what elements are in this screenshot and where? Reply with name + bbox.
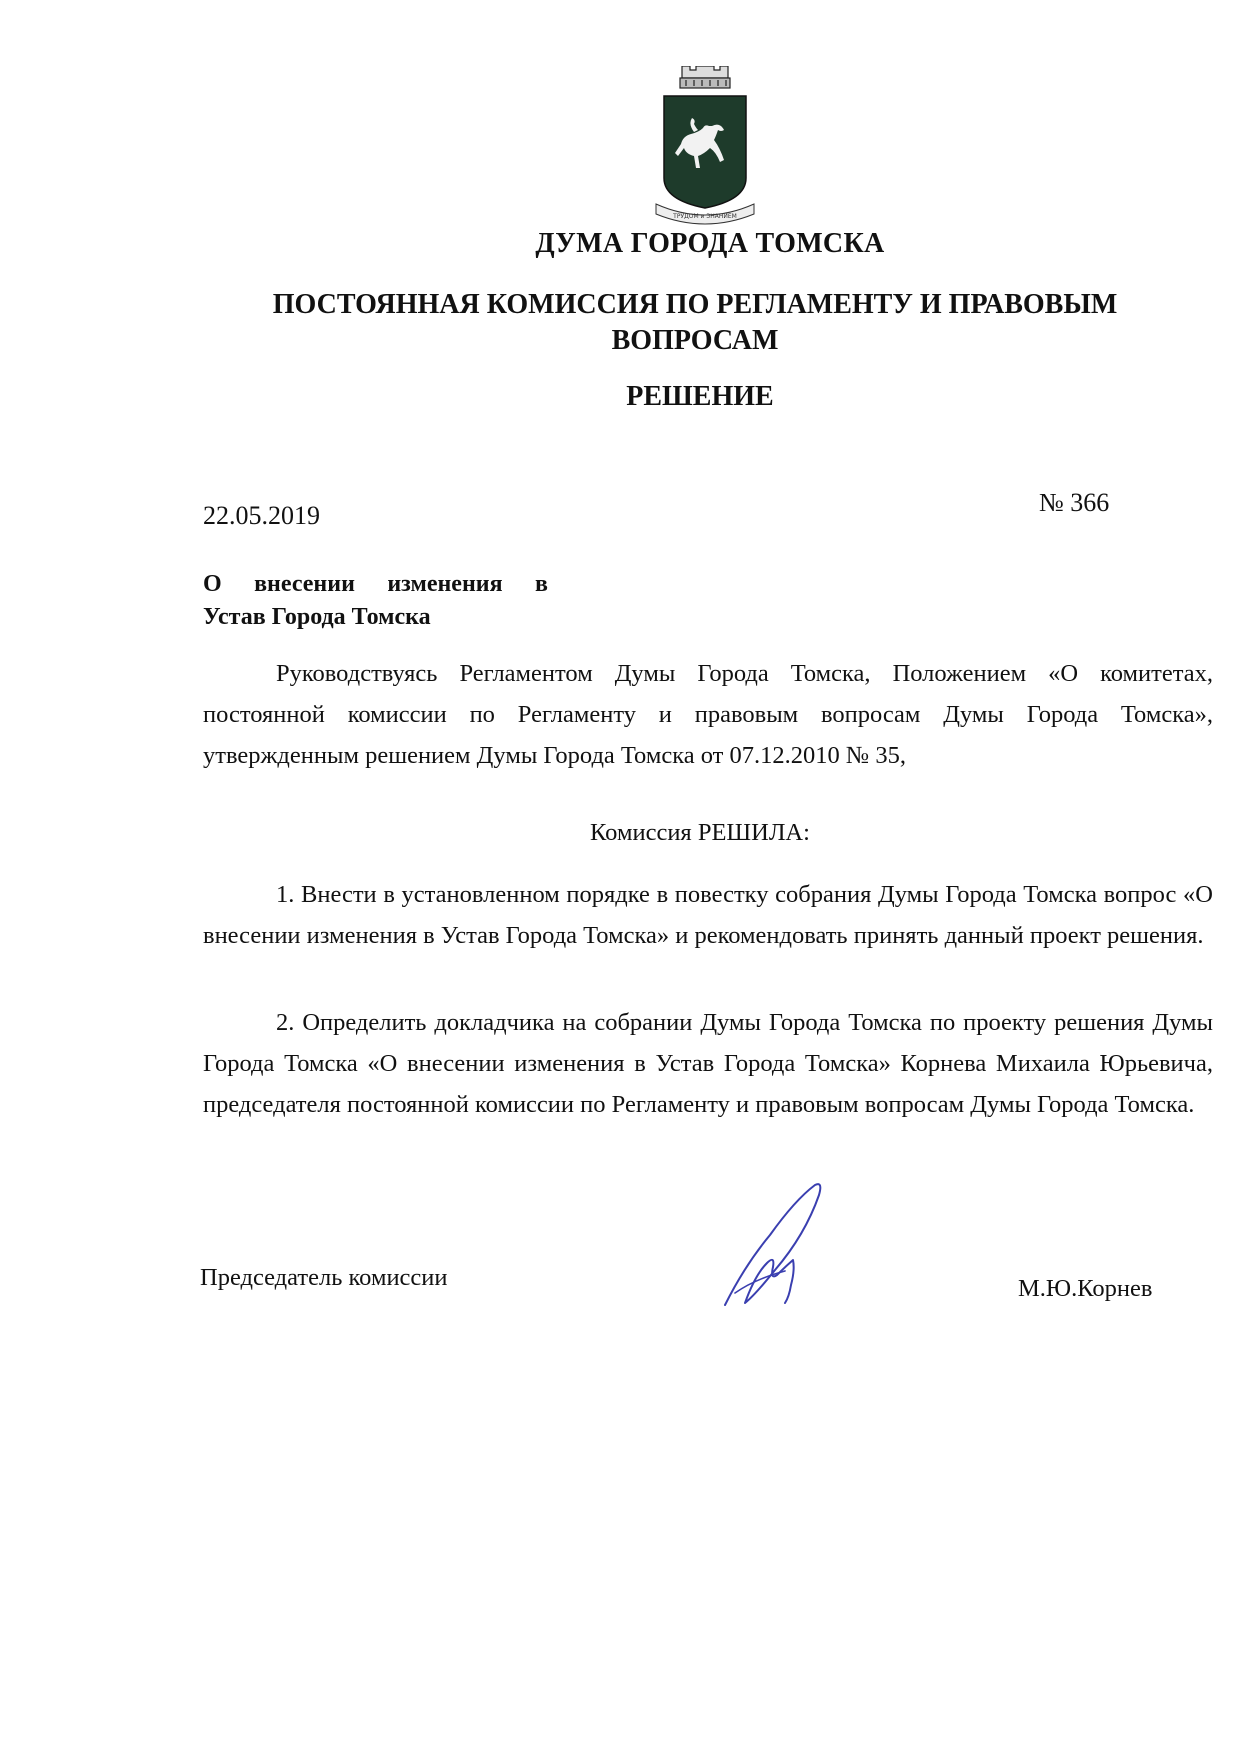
document-subject <box>203 568 548 634</box>
resolution-heading: Комиссия РЕШИЛА: <box>590 819 810 846</box>
document-number: № 366 <box>1039 488 1110 517</box>
commission-title: ПОСТОЯННАЯ КОМИССИЯ ПО РЕГЛАМЕНТУ И ПРАВОВЫМ ВОПРОСАМ <box>272 289 1118 356</box>
signatory-role: Председатель комиссии <box>200 1264 448 1291</box>
coat-of-arms-icon <box>650 66 760 226</box>
signature-icon <box>715 1175 835 1315</box>
preamble-paragraph: Руководствуясь Регламентом Думы Города Томска, Положением «О комитетах, постоянной комиссии по Регламенту и правовым вопросам Думы Города Томска», утвержденным решением Думы Города Томска от 07.12.2010 № 35, <box>203 660 1213 769</box>
document-date: 22.05.2019 <box>203 501 320 530</box>
coat-of-arms-motto: ТРУДОМ и ЗНАНИЕМ <box>673 213 737 220</box>
document-type: РЕШЕНИЕ <box>626 381 774 412</box>
signatory-name: М.Ю.Корнев <box>1018 1275 1153 1302</box>
subject-line-1: О внесении изменения в <box>203 571 548 597</box>
resolution-item-1: 1. Внести в установленном порядке в повестку собрания Думы Города Томска вопрос «О внесении изменения в Устав Города Томска» и рекомендовать принять данный проект решения. <box>203 881 1213 949</box>
subject-line-2: Устав Города Томска <box>203 604 431 630</box>
resolution-item-2: 2. Определить докладчика на собрании Думы Города Томска по проекту решения Думы Города Томска «О внесении изменения в Устав Города Томска» Корнева Михаила Юрьевича, председателя постоянной комиссии по Регламенту и правовым вопросам Думы Города Томска. <box>203 1009 1213 1118</box>
org-title: ДУМА ГОРОДА ТОМСКА <box>535 228 885 259</box>
